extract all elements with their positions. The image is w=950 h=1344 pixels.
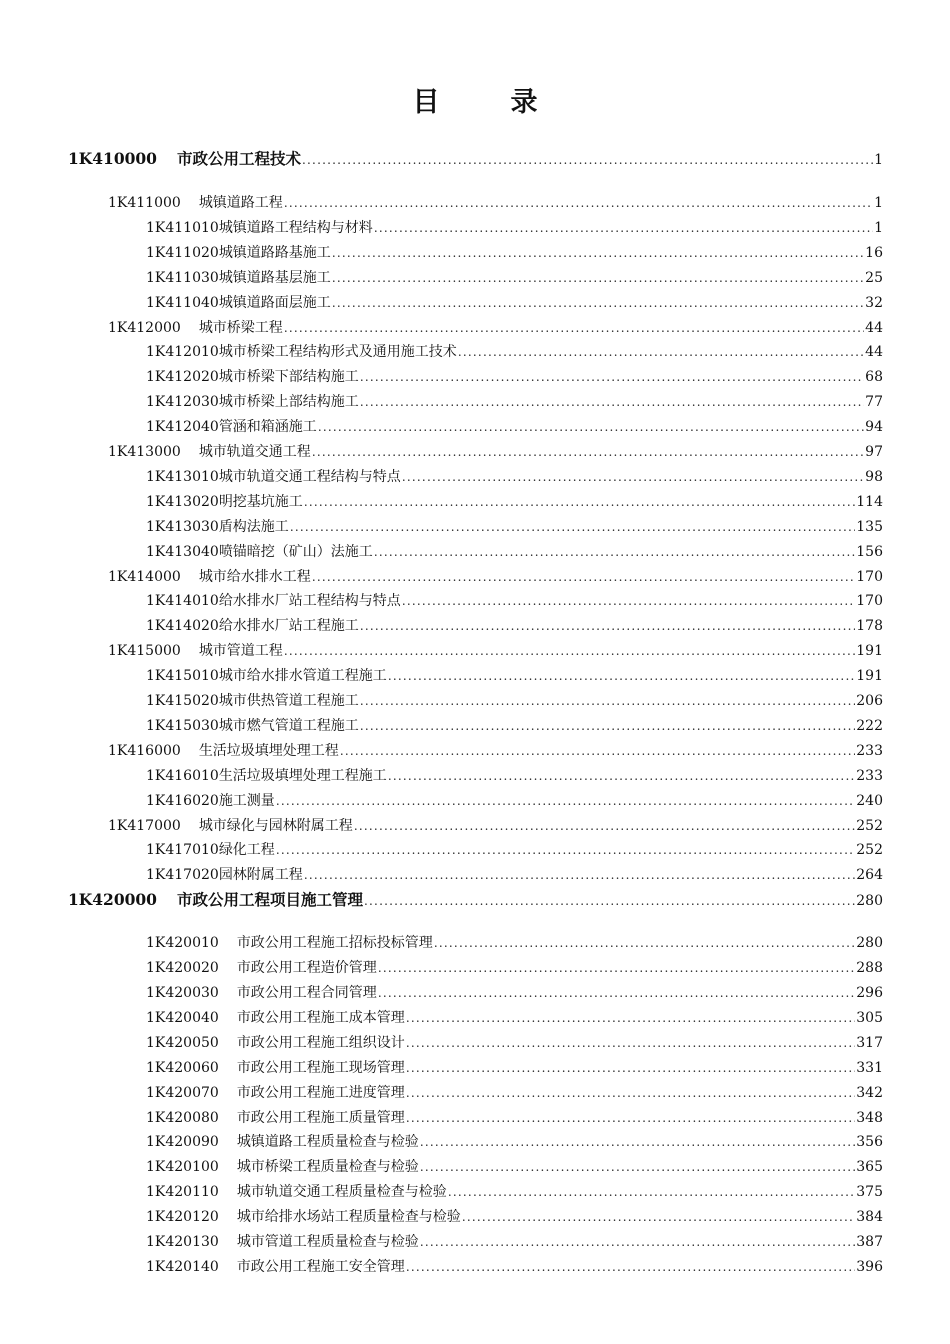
- toc-entry[interactable]: [108, 192, 883, 214]
- toc-entry[interactable]: [108, 566, 883, 588]
- toc-entry-title: 城镇道路路基施工: [218, 244, 331, 261]
- toc-entry-title: 城镇道路工程结构与材料: [218, 219, 373, 236]
- dot-leader: [360, 391, 864, 413]
- toc-entry-title: 市政公用工程施工现场管理: [236, 1059, 405, 1076]
- dot-leader: [360, 690, 855, 712]
- toc-entry-page-number: 233: [856, 767, 883, 784]
- toc-entry-title: 城市给水排水管道工程施工: [218, 668, 387, 685]
- toc-entry-title: 市政公用工程施工质量管理: [236, 1109, 405, 1126]
- dot-leader: [378, 982, 855, 1004]
- toc-entry[interactable]: [146, 1231, 883, 1253]
- toc-entry-page-number: 16: [865, 244, 883, 261]
- toc-entry-title: 管涵和箱涵施工: [218, 419, 317, 436]
- toc-entry-title: 市政公用工程造价管理: [236, 960, 377, 977]
- toc-entry-code: 1K420100: [146, 1159, 219, 1176]
- toc-entry[interactable]: [146, 590, 883, 612]
- toc-entry-page-number: 98: [865, 468, 883, 485]
- dot-leader: [374, 541, 855, 563]
- toc-entry-title: 市政公用工程技术: [176, 149, 301, 168]
- toc-entry-title: 城镇道路面层施工: [218, 294, 331, 311]
- toc-entry-title: 生活垃圾填埋处理工程: [198, 742, 339, 759]
- toc-entry-code: 1K420050: [146, 1034, 219, 1051]
- dot-leader: [302, 149, 873, 171]
- toc-entry[interactable]: [146, 341, 883, 363]
- dot-leader: [312, 566, 855, 588]
- dot-leader: [402, 590, 855, 612]
- toc-entry-title: 城市桥梁工程质量检查与检验: [236, 1159, 419, 1176]
- toc-entry[interactable]: [146, 1082, 883, 1104]
- toc-entry[interactable]: [146, 715, 883, 737]
- toc-entry-page-number: 233: [856, 742, 883, 759]
- toc-entry[interactable]: [146, 541, 883, 563]
- dot-leader: [420, 1156, 855, 1178]
- dot-leader: [462, 1206, 855, 1228]
- toc-entry-code: 1K416020: [146, 792, 219, 809]
- toc-entry-page-number: 1: [874, 219, 883, 236]
- toc-entry-title: 城市管道工程: [198, 643, 283, 660]
- toc-entry-title: 城市供热管道工程施工: [218, 693, 359, 709]
- toc-entry-code: 1K413040: [146, 543, 219, 560]
- dot-leader: [458, 341, 864, 363]
- toc-entry-code: 1K420110: [146, 1184, 219, 1201]
- toc-entry-page-number: 240: [856, 792, 883, 809]
- toc-entry-title: 生活垃圾填埋处理工程施工: [218, 767, 387, 784]
- dot-leader: [318, 416, 864, 438]
- toc-entry[interactable]: [146, 839, 883, 861]
- toc-entry-page-number: 1: [874, 195, 883, 211]
- dot-leader: [304, 864, 855, 886]
- dot-leader: [420, 1231, 855, 1253]
- toc-entry-page-number: 375: [856, 1184, 883, 1201]
- toc-entry-title: 市政公用工程项目施工管理: [176, 890, 363, 910]
- dot-leader: [388, 665, 855, 687]
- toc-entry-page-number: 206: [856, 693, 883, 709]
- toc-entry[interactable]: [146, 516, 883, 538]
- toc-entry-page-number: 280: [856, 935, 883, 952]
- toc-entry-code: 1K420080: [146, 1109, 219, 1126]
- toc-entry[interactable]: [146, 242, 883, 264]
- toc-entry-page-number: 365: [856, 1159, 883, 1176]
- toc-entry-page-number: 342: [856, 1084, 883, 1101]
- toc-entry[interactable]: [146, 690, 883, 712]
- toc-entry[interactable]: [146, 1032, 883, 1054]
- toc-entry-page-number: 222: [856, 717, 883, 734]
- toc-entry-page-number: 114: [856, 493, 883, 510]
- dot-leader: [312, 441, 864, 463]
- toc-entry-page-number: 77: [865, 394, 883, 411]
- toc-entry-code: 1K417000: [108, 817, 181, 834]
- toc-entry-code: 1K416010: [146, 767, 219, 784]
- toc-entry-code: 1K420070: [146, 1084, 219, 1101]
- dot-leader: [388, 765, 855, 787]
- toc-entry-code: 1K413030: [146, 518, 219, 535]
- toc-entry-title: 施工测量: [218, 792, 275, 809]
- toc-entry-code: 1K412030: [146, 394, 219, 411]
- toc-entry-title: 城市管道工程质量检查与检验: [236, 1234, 419, 1250]
- toc-entry[interactable]: [146, 1057, 883, 1079]
- toc-entry[interactable]: [146, 1131, 883, 1153]
- toc-entry-code: 1K413000: [108, 444, 181, 460]
- toc-entry-title: 盾构法施工: [218, 518, 289, 535]
- toc-entry[interactable]: [146, 765, 883, 787]
- toc-entry-page-number: 280: [856, 893, 883, 910]
- toc-entry-page-number: 97: [865, 444, 883, 460]
- toc-entry-code: 1K420090: [146, 1134, 219, 1151]
- dot-leader: [448, 1181, 855, 1203]
- toc-entry-page-number: 44: [865, 319, 883, 336]
- dot-leader: [284, 317, 864, 339]
- toc-entry-page-number: 356: [856, 1134, 883, 1151]
- toc-entry-code: 1K411000: [108, 195, 181, 211]
- toc-entry-page-number: 170: [856, 568, 883, 585]
- toc-entry-page-number: 387: [856, 1234, 883, 1250]
- dot-leader: [290, 516, 855, 538]
- toc-entry-title: 给水排水厂站工程结构与特点: [218, 593, 401, 610]
- dot-leader: [284, 640, 855, 662]
- toc-entry-page-number: 317: [856, 1034, 883, 1051]
- toc-entry-title: 市政公用工程合同管理: [236, 985, 377, 1001]
- toc-entry-page-number: 305: [856, 1009, 883, 1026]
- dot-leader: [434, 932, 855, 954]
- toc-entry[interactable]: [146, 790, 883, 812]
- toc-entry-title: 喷锚暗挖（矿山）法施工: [218, 543, 373, 560]
- toc-entry-code: 1K417010: [146, 842, 219, 859]
- toc-entry-code: 1K420130: [146, 1234, 219, 1250]
- toc-entry[interactable]: [108, 441, 883, 463]
- toc-entry[interactable]: [146, 491, 883, 513]
- toc-entry-title: 市政公用工程施工组织设计: [236, 1034, 405, 1051]
- toc-entry-page-number: 1: [874, 152, 883, 168]
- toc-entry-title: 城市给水排水工程: [198, 568, 311, 585]
- toc-entry-title: 城市给排水场站工程质量检查与检验: [236, 1209, 461, 1226]
- toc-entry-code: 1K412020: [146, 369, 219, 386]
- toc-entry[interactable]: [68, 148, 883, 170]
- toc-entry-code: 1K413020: [146, 493, 219, 510]
- toc-entry-title: 城镇道路基层施工: [218, 269, 331, 286]
- toc-entry-code: 1K413010: [146, 468, 219, 485]
- toc-entry-code: 1K415010: [146, 668, 219, 685]
- toc-entry-code: 1K410000: [68, 149, 157, 168]
- toc-entry[interactable]: [146, 982, 883, 1004]
- toc-entry-title: 绿化工程: [218, 842, 275, 859]
- toc-entry-page-number: 331: [856, 1059, 883, 1076]
- toc-entry[interactable]: [146, 416, 883, 438]
- dot-leader: [304, 491, 855, 513]
- dot-leader: [276, 839, 855, 861]
- toc-entry-code: 1K414000: [108, 568, 181, 585]
- dot-leader: [402, 466, 864, 488]
- toc-entry[interactable]: [146, 1206, 883, 1228]
- dot-leader: [378, 957, 855, 979]
- toc-entry[interactable]: [146, 1181, 883, 1203]
- toc-entry[interactable]: [146, 217, 883, 239]
- toc-entry-title: 城市桥梁下部结构施工: [218, 369, 359, 386]
- toc-entry-page-number: 68: [865, 369, 883, 386]
- toc-entry-code: 1K420030: [146, 985, 219, 1001]
- toc-entry-title: 市政公用工程施工安全管理: [236, 1258, 405, 1275]
- toc-entry-page-number: 288: [856, 960, 883, 977]
- toc-entry-title: 城市燃气管道工程施工: [218, 717, 359, 734]
- dot-leader: [360, 366, 864, 388]
- toc-entry-code: 1K416000: [108, 742, 181, 759]
- dot-leader: [406, 1107, 855, 1129]
- toc-entry-page-number: 384: [856, 1209, 883, 1226]
- dot-leader: [420, 1131, 855, 1153]
- toc-entry-code: 1K411040: [146, 294, 219, 311]
- dot-leader: [406, 1007, 855, 1029]
- dot-leader: [406, 1256, 855, 1278]
- toc-entry-title: 城市桥梁工程: [198, 319, 283, 336]
- toc-entry[interactable]: [146, 615, 883, 637]
- toc-entry[interactable]: [146, 391, 883, 413]
- toc-entry[interactable]: [146, 932, 883, 954]
- toc-entry[interactable]: [108, 815, 883, 837]
- toc-entry-title: 城市绿化与园林附属工程: [198, 817, 353, 834]
- toc-entry-title: 市政公用工程施工进度管理: [236, 1084, 405, 1101]
- toc-entry-code: 1K417020: [146, 867, 219, 884]
- dot-leader: [354, 815, 855, 837]
- toc-entry-title: 园林附属工程: [218, 867, 303, 884]
- dot-leader: [364, 890, 855, 912]
- dot-leader: [360, 615, 855, 637]
- dot-leader: [276, 790, 855, 812]
- toc-entry[interactable]: [108, 317, 883, 339]
- toc-entry-page-number: 191: [856, 643, 883, 660]
- page-title: 目 录: [412, 87, 560, 118]
- toc-entry[interactable]: [146, 957, 883, 979]
- toc-entry[interactable]: [146, 1107, 883, 1129]
- toc-entry-title: 城镇道路工程: [198, 195, 283, 211]
- dot-leader: [374, 217, 873, 239]
- toc-entry-title: 城市轨道交通工程质量检查与检验: [236, 1184, 447, 1201]
- toc-entry[interactable]: [108, 740, 883, 762]
- dot-leader: [332, 267, 864, 289]
- toc-entry[interactable]: [146, 466, 883, 488]
- toc-entry-title: 市政公用工程施工招标投标管理: [236, 935, 433, 952]
- toc-entry[interactable]: [146, 665, 883, 687]
- toc-entry-page-number: 191: [856, 668, 883, 685]
- toc-entry-page-number: 252: [856, 842, 883, 859]
- toc-entry-code: 1K412040: [146, 419, 219, 436]
- toc-entry-code: 1K414020: [146, 618, 219, 635]
- dot-leader: [406, 1057, 855, 1079]
- toc-entry-page-number: 25: [865, 269, 883, 286]
- toc-entry-page-number: 252: [856, 817, 883, 834]
- toc-entry-page-number: 396: [856, 1258, 883, 1275]
- toc-entry-page-number: 296: [856, 985, 883, 1001]
- toc-entry[interactable]: [146, 292, 883, 314]
- toc-entry[interactable]: [146, 1007, 883, 1029]
- toc-entry[interactable]: [108, 640, 883, 662]
- toc-entry-title: 城市桥梁工程结构形式及通用施工技术: [218, 344, 457, 361]
- toc-entry-code: 1K414010: [146, 593, 219, 610]
- toc-entry[interactable]: [146, 1256, 883, 1278]
- dot-leader: [284, 192, 873, 214]
- toc-entry-page-number: 178: [856, 618, 883, 635]
- dot-leader: [332, 292, 864, 314]
- toc-entry-code: 1K411030: [146, 269, 219, 286]
- toc-entry-title: 明挖基坑施工: [218, 493, 303, 510]
- toc-entry-code: 1K420040: [146, 1009, 219, 1026]
- toc-entry-page-number: 135: [856, 518, 883, 535]
- dot-leader: [332, 242, 864, 264]
- toc-entry-code: 1K412010: [146, 344, 219, 361]
- toc-entry-code: 1K415000: [108, 643, 181, 660]
- toc-entry-code: 1K420140: [146, 1258, 219, 1275]
- dot-leader: [360, 715, 855, 737]
- toc-entry-page-number: 94: [865, 419, 883, 436]
- toc-entry-code: 1K420010: [146, 935, 219, 952]
- toc-entry[interactable]: [146, 267, 883, 289]
- toc-entry[interactable]: [68, 889, 883, 911]
- toc-entry-page-number: 264: [856, 867, 883, 884]
- toc-entry-code: 1K415030: [146, 717, 219, 734]
- toc-entry-page-number: 44: [865, 344, 883, 361]
- dot-leader: [406, 1082, 855, 1104]
- toc-entry[interactable]: [146, 864, 883, 886]
- toc-entry-title: 城市桥梁上部结构施工: [218, 394, 359, 411]
- toc-entry-title: 给水排水厂站工程施工: [218, 618, 359, 635]
- toc-entry-code: 1K420060: [146, 1059, 219, 1076]
- toc-entry-code: 1K420020: [146, 960, 219, 977]
- toc-entry-page-number: 348: [856, 1109, 883, 1126]
- toc-entry-code: 1K411020: [146, 244, 219, 261]
- toc-entry[interactable]: [146, 1156, 883, 1178]
- toc-entry-title: 城镇道路工程质量检查与检验: [236, 1134, 419, 1151]
- toc-entry-page-number: 170: [856, 593, 883, 610]
- toc-entry[interactable]: [146, 366, 883, 388]
- toc-entry-code: 1K420120: [146, 1209, 219, 1226]
- toc-entry-page-number: 32: [865, 294, 883, 311]
- toc-entry-code: 1K420000: [68, 890, 157, 910]
- dot-leader: [406, 1032, 855, 1054]
- toc-entry-code: 1K415020: [146, 693, 219, 709]
- toc-entry-page-number: 156: [856, 543, 883, 560]
- toc-entry-title: 市政公用工程施工成本管理: [236, 1009, 405, 1026]
- toc-entry-code: 1K412000: [108, 319, 181, 336]
- toc-entry-title: 城市轨道交通工程结构与特点: [218, 468, 401, 485]
- toc-entry-code: 1K411010: [146, 219, 219, 236]
- dot-leader: [340, 740, 855, 762]
- toc-entry-title: 城市轨道交通工程: [198, 444, 311, 460]
